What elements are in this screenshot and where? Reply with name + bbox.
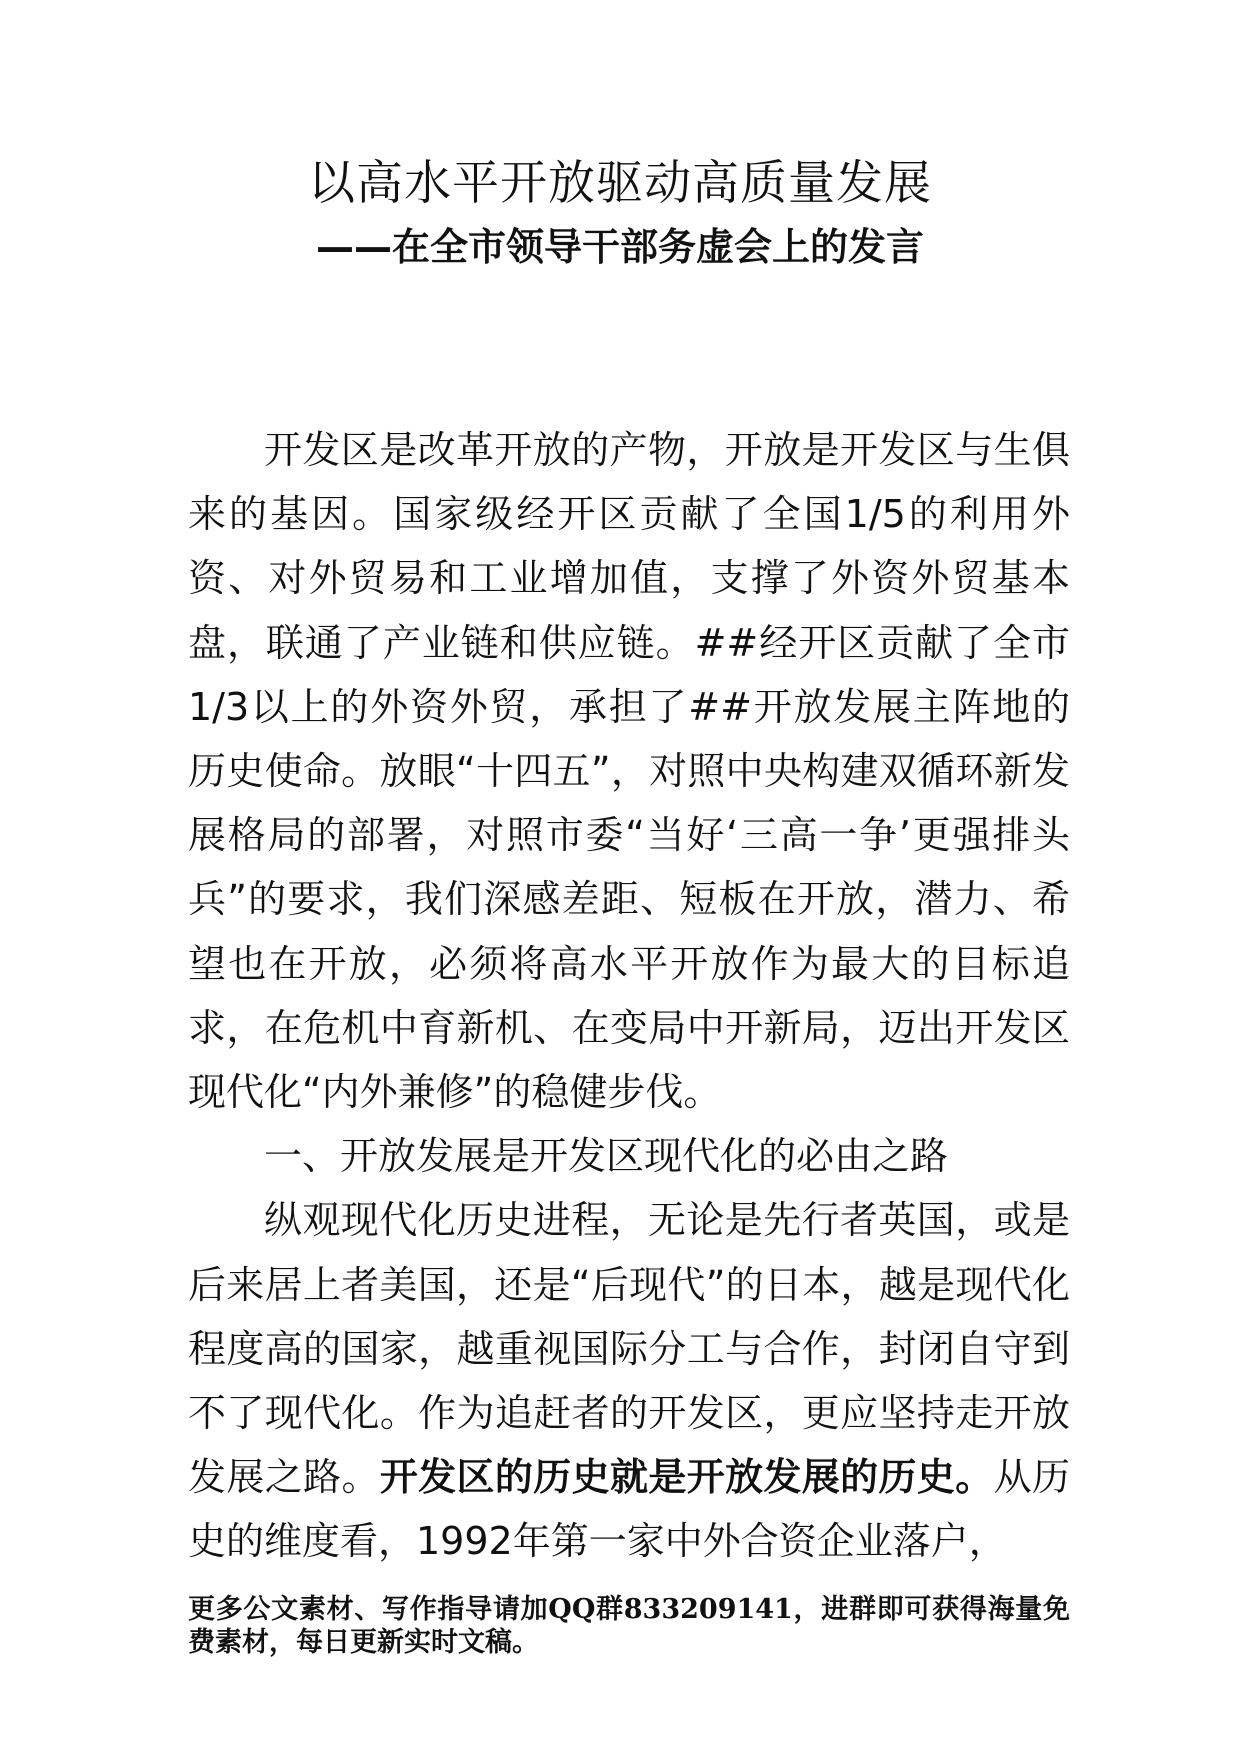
paragraph-history-continued: 从历史的维度看，1992年第一家中外合资企业落户， xyxy=(188,1455,1070,1564)
section-heading-1: 一、开放发展是开发区现代化的必由之路 xyxy=(264,1134,949,1179)
document-subtitle: ——在全市领导干部务虚会上的发言 xyxy=(315,225,924,269)
document-body xyxy=(188,418,1070,1574)
paragraph-history-text: 纵观现代化历史进程，无论是先行者英国，或是后来居上者美国，还是“后现代”的日本，越是现代化程度高的国家，越重视国际分工与合作，封闭自守到不了现代化。作为追赶者的开发区，更应坚持走开放发展之路。 xyxy=(188,1198,1070,1500)
paragraph-intro: 开发区是改革开放的产物，开放是开发区与生俱来的基因。国家级经开区贡献了全国1/5的利用外资、对外贸易和工业增加值，支撑了外资外贸基本盘，联通了产业链和供应链。##经开区贡献了全市1/3以上的外资外贸，承担了##开放发展主阵地的历史使命。放眼“十四五”，对照中央构建双循环新发展格局的部署，对照市委“当好‘三高一争’更强排头兵”的要求，我们深感差距、短板在开放，潜力、希望也在开放，必须将高水平开放作为最大的目标追求，在危机中育新机、在变局中开新局，迈出开发区现代化“内外兼修”的稳健步伐。 xyxy=(188,428,1070,1115)
paragraph-history-bold: 开发区的历史就是开放发展的历史。 xyxy=(379,1455,994,1500)
document-title: 以高水平开放驱动高质量发展 xyxy=(308,156,932,211)
promo-footer-note: 更多公文素材、写作指导请加QQ群833209141，进群即可获得海量免费素材，每日更新实时文稿。 xyxy=(188,1594,1070,1658)
paragraph-history xyxy=(188,1188,1070,1573)
